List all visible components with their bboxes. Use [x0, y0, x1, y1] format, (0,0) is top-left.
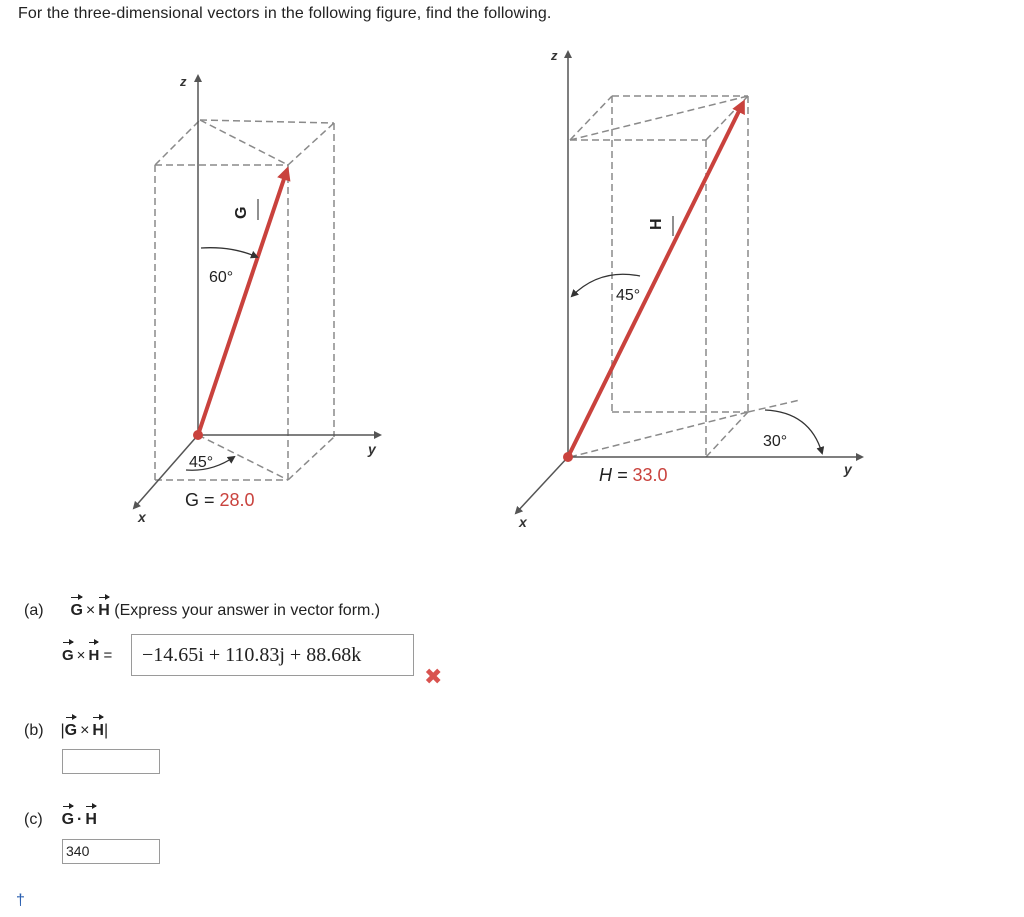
vector-h-label: H [648, 218, 665, 230]
part-b-bar-right: | [103, 722, 109, 739]
part-b-times: × [80, 722, 90, 739]
part-a-instruction: (Express your answer in vector form.) [114, 602, 381, 619]
h-magnitude [599, 465, 668, 485]
part-b-vec-g: G [64, 722, 78, 739]
part-b-label: (b) [24, 722, 44, 739]
part-c-answer-field[interactable]: 340 [62, 839, 160, 864]
incorrect-icon: ✖ [424, 664, 443, 689]
right-axes [516, 52, 862, 513]
part-b-bar-left: | [60, 722, 65, 739]
left-axis-x-label: x [138, 509, 146, 525]
part-b-prompt [24, 722, 108, 740]
part-c-vec-g: G [61, 811, 75, 828]
left-axis-z-label: z [180, 74, 187, 89]
part-a-label: (a) [24, 602, 44, 619]
footnote-dagger: † [16, 892, 25, 909]
right-angle-polar: 45° [616, 287, 641, 304]
g-magnitude-prefix: G = [185, 490, 215, 510]
left-axes [134, 76, 380, 508]
right-diagram [516, 48, 862, 530]
part-a-eq-sign: = [103, 647, 113, 664]
left-axis-y-label: y [368, 441, 376, 457]
right-vector-label [648, 218, 665, 230]
h-magnitude-prefix: H = [599, 465, 628, 485]
part-a-vec-h: H [98, 602, 110, 619]
right-axis-z-label: z [551, 48, 558, 63]
g-magnitude [185, 490, 255, 510]
part-a-vec-g: G [70, 602, 83, 619]
left-vector-label [233, 207, 250, 219]
part-a-eq-vec-h: H [88, 647, 100, 664]
right-origin-dot [563, 452, 573, 462]
part-c-dot: · [77, 811, 83, 828]
part-b-vec-h: H [92, 722, 104, 739]
part-c-label: (c) [24, 811, 43, 828]
part-a-prompt [24, 602, 380, 620]
part-a-eq-times: × [76, 647, 86, 664]
h-magnitude-value: 33.0 [632, 465, 668, 485]
left-angle-polar: 60° [209, 269, 234, 286]
g-magnitude-value: 28.0 [219, 490, 255, 510]
part-a-eq-vec-g: G [62, 647, 74, 664]
left-origin-dot [193, 430, 203, 440]
problem-intro: For the three-dimensional vectors in the following figure, find the following. [18, 5, 552, 22]
right-axis-x-label: x [519, 514, 527, 530]
left-polar-arc [201, 248, 257, 257]
part-a-answer-field[interactable]: −14.65i + 110.83j + 88.68k [131, 634, 414, 676]
right-axis-y-label: y [844, 461, 852, 477]
part-b-answer-field[interactable] [62, 749, 160, 774]
part-c-vec-h: H [85, 811, 97, 828]
part-a-equation [62, 647, 112, 664]
left-angle-azimuth: 45° [189, 454, 214, 471]
part-a-times: × [85, 602, 96, 619]
left-diagram [134, 74, 380, 525]
part-c-prompt [24, 811, 97, 829]
right-angle-azimuth: 30° [763, 433, 788, 450]
vector-g-label: G [233, 206, 250, 219]
